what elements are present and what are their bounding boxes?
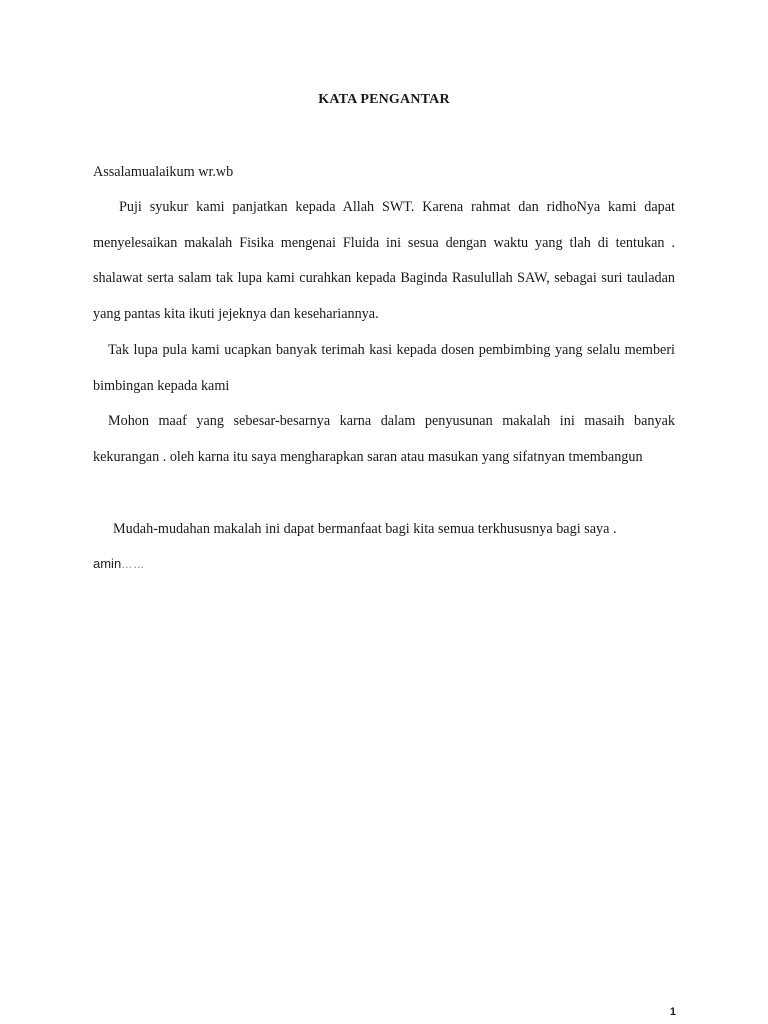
paragraph-apology: Mohon maaf yang sebesar-besarnya karna dalam penyusunan makalah ini masaih banyak kekurangan . oleh karna itu saya mengharapkan saran atau masukan yang sifatnyan tmembangun: [93, 413, 675, 465]
closing-line: [93, 553, 145, 576]
closing-word: amin: [93, 556, 122, 571]
closing-dots: ……: [121, 559, 146, 571]
greeting-text: Assalamualaikum wr.wb: [93, 164, 234, 180]
paragraph-gratitude: Puji syukur kami panjatkan kepada Allah SWT. Karena rahmat dan ridhoNya kami dapat menyelesaikan makalah Fisika mengenai Fluida ini sesua dengan waktu yang tlah di tentukan . shalawat serta salam tak lupa kami curahkan kepada Baginda Rasulullah SAW, sebagai suri tauladan yang pantas kita ikuti jejeknya dan kesehariannya.: [93, 199, 675, 323]
paragraph-hope: Mudah-mudahan makalah ini dapat bermanfaat bagi kita semua terkhususnya bagi saya .: [113, 521, 617, 537]
page-number: 1: [669, 1006, 676, 1018]
paragraph-thanks: Tak lupa pula kami ucapkan banyak terimah kasi kepada dosen pembimbing yang selalu memberi bimbingan kepada kami: [93, 342, 675, 394]
page-title: KATA PENGANTAR: [318, 92, 450, 107]
